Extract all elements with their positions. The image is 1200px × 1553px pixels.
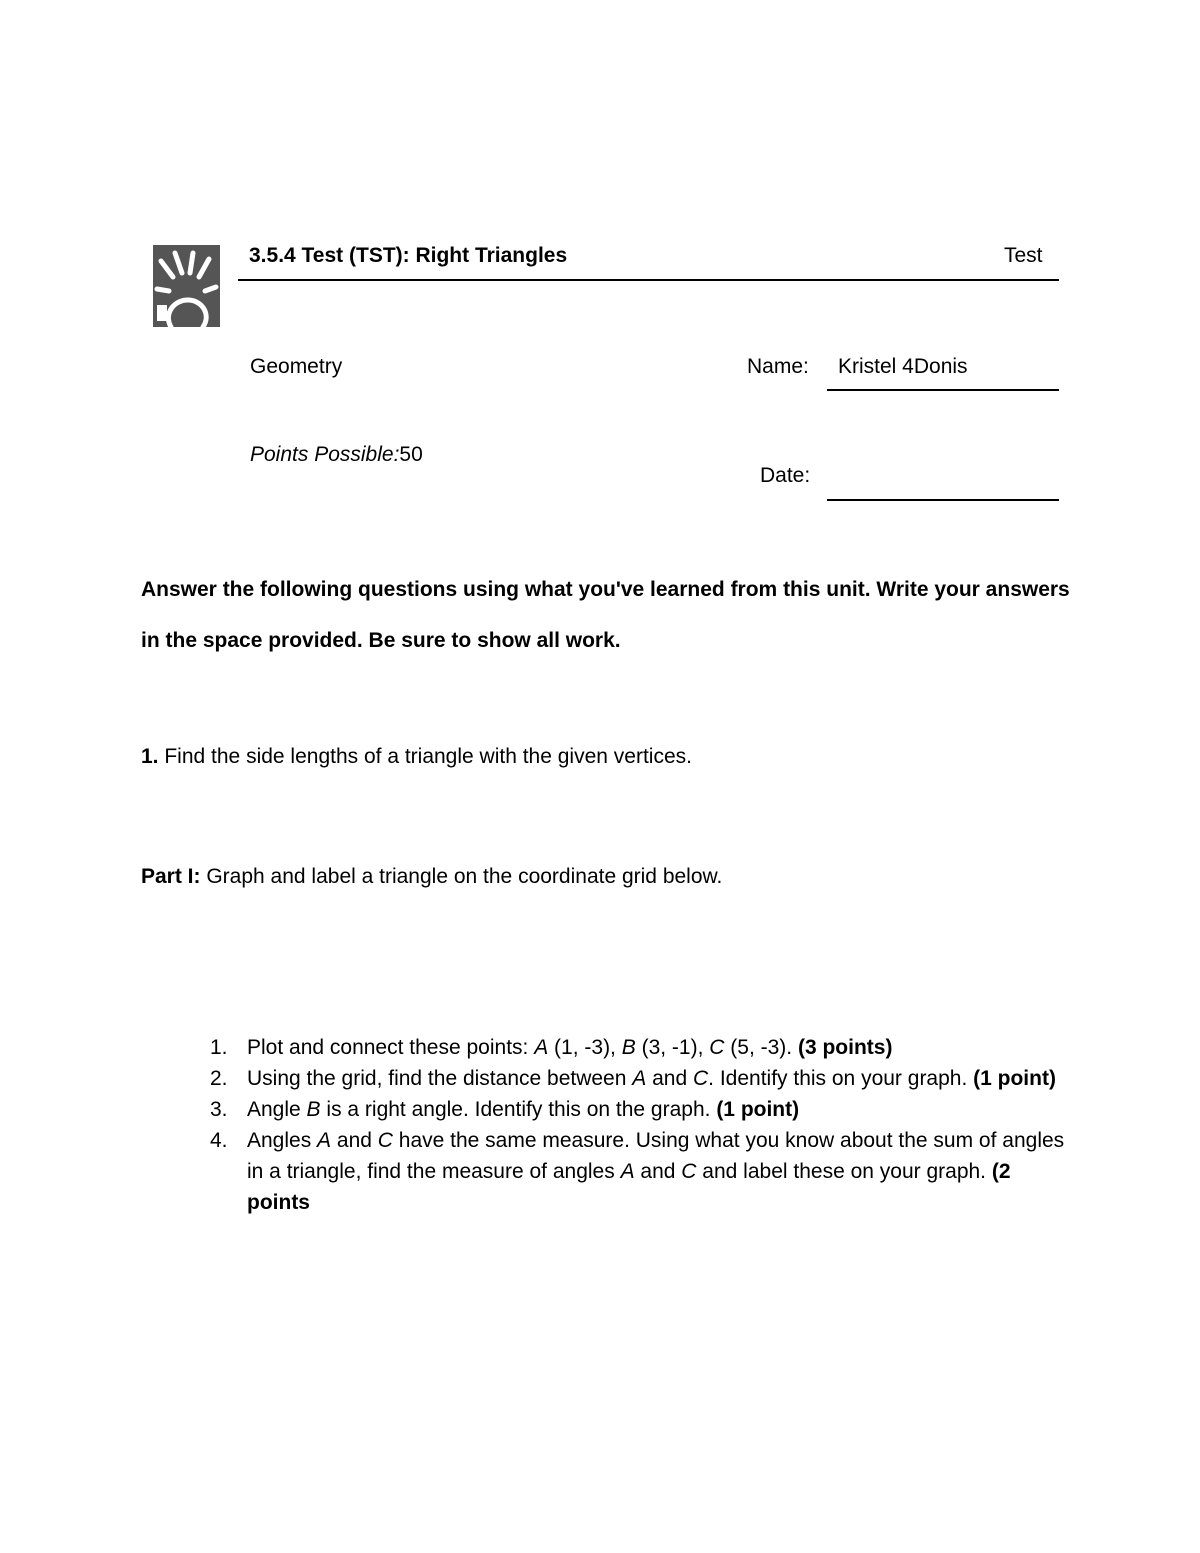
question-1 — [141, 745, 692, 769]
instructions-text: Answer the following questions using what you've learned from this unit. Write your answers in the space provided. Be sure to show all work. — [141, 578, 1070, 652]
point-label: C — [681, 1160, 697, 1183]
text-run: . Identify this on your graph. — [708, 1067, 974, 1090]
point-label: A — [317, 1129, 332, 1152]
points-value: (1 point) — [973, 1067, 1056, 1090]
point-label: A — [632, 1067, 647, 1090]
list-item — [210, 1094, 1070, 1125]
points-value: (3 points) — [797, 1036, 893, 1059]
sunburst-lightbulb-logo-icon — [153, 245, 220, 327]
text-run: is a right angle. Identify this on the graph. — [320, 1098, 717, 1121]
point-label: A — [534, 1036, 549, 1059]
list-item — [210, 1125, 1070, 1218]
list-item-text — [247, 1032, 1070, 1063]
list-item-text — [247, 1094, 1070, 1125]
subject-label: Geometry — [250, 355, 343, 378]
text-run: (1, -3), — [548, 1036, 622, 1059]
points-value: (2 points — [247, 1160, 1011, 1214]
point-label: C — [709, 1036, 725, 1059]
text-run: and — [331, 1129, 378, 1152]
header-divider — [238, 279, 1059, 281]
question-1-text: Find the side lengths of a triangle with the given vertices. — [158, 745, 692, 768]
part-1 — [141, 865, 722, 889]
point-label: C — [377, 1129, 393, 1152]
point-label: B — [306, 1098, 321, 1121]
text-run: Using the grid, find the distance between — [247, 1067, 633, 1090]
list-item-number: 1. — [210, 1036, 228, 1059]
text-run: have the same measure. Using what you know about the sum of angles in a triangle, find the measure of angles — [247, 1129, 1065, 1183]
list-item-number: 4. — [210, 1129, 228, 1152]
list-item-text — [247, 1063, 1070, 1094]
text-run: Plot and connect these points: — [247, 1036, 535, 1059]
test-title: 3.5.4 Test (TST): Right Triangles — [249, 244, 568, 267]
steps-list — [210, 1032, 1070, 1218]
list-item — [210, 1063, 1070, 1094]
text-run: Angles — [247, 1129, 318, 1152]
point-label: C — [692, 1067, 709, 1090]
point-label: B — [621, 1036, 636, 1059]
points-value: (1 point) — [716, 1098, 800, 1121]
points-possible-label: Points Possible: — [250, 443, 400, 466]
text-run: and label these on your graph. — [696, 1160, 992, 1183]
text-run: Angle — [247, 1098, 307, 1121]
text-run: and — [646, 1067, 693, 1090]
text-run: (3, -1), — [635, 1036, 710, 1059]
text-run: (5, -3). — [724, 1036, 798, 1059]
points-possible-value: 50 — [399, 443, 423, 466]
list-item — [210, 1032, 1070, 1063]
list-item-text — [247, 1125, 1070, 1218]
date-field-underline[interactable] — [827, 499, 1059, 501]
part-1-label: Part I: — [141, 865, 201, 888]
name-underline — [827, 389, 1059, 391]
question-1-number: 1. — [141, 745, 159, 768]
text-run: and — [634, 1160, 682, 1183]
points-possible — [250, 443, 423, 467]
name-field-value[interactable]: Kristel 4Donis — [838, 355, 968, 378]
part-1-text: Graph and label a triangle on the coordinate grid below. — [200, 865, 723, 888]
point-label: A — [620, 1160, 635, 1183]
list-item-number: 2. — [210, 1067, 228, 1090]
list-item-number: 3. — [210, 1098, 228, 1121]
name-label: Name: — [747, 355, 809, 378]
date-label: Date: — [760, 464, 811, 487]
document-type-label: Test — [1004, 244, 1043, 267]
